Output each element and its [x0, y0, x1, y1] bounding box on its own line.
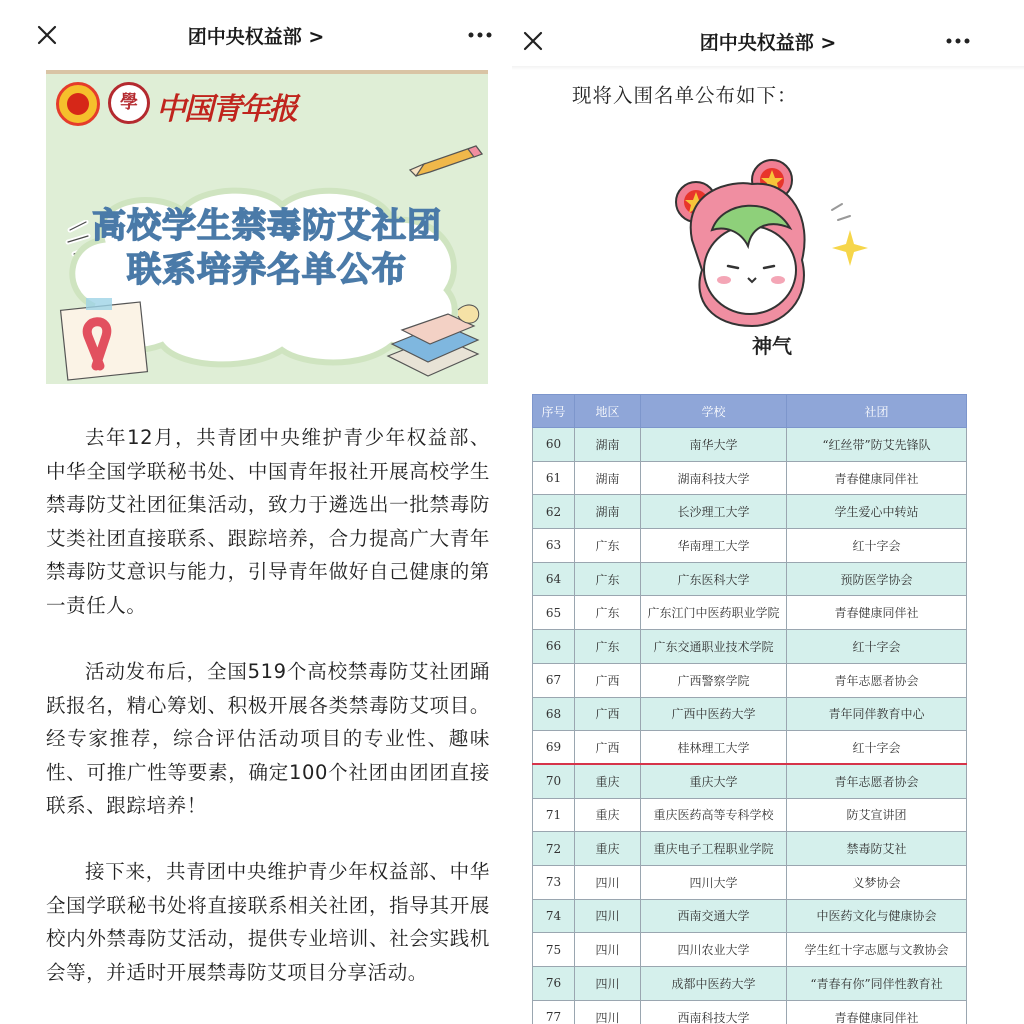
cell-club: 义梦协会 — [787, 865, 967, 899]
table-row — [533, 697, 967, 731]
cell-school: 南华大学 — [641, 428, 787, 462]
article-cover-image — [46, 70, 488, 384]
cell-number: 74 — [533, 899, 575, 933]
cell-club: 中医药文化与健康协会 — [787, 899, 967, 933]
cell-number: 76 — [533, 967, 575, 1001]
cell-region: 广东 — [575, 630, 641, 664]
more-icon — [468, 32, 492, 38]
cell-region: 四川 — [575, 899, 641, 933]
banner-strip — [46, 70, 488, 74]
article-paragraph-3 — [46, 855, 490, 989]
cell-region: 湖南 — [575, 495, 641, 529]
table-row — [533, 764, 967, 798]
cell-club: 预防医学协会 — [787, 562, 967, 596]
cell-number: 60 — [533, 428, 575, 462]
cell-club: 红十字会 — [787, 731, 967, 765]
cell-school: 四川大学 — [641, 865, 787, 899]
shortlist-table — [532, 394, 967, 1024]
table-row — [533, 562, 967, 596]
article-paragraph-1 — [46, 421, 490, 623]
table-row — [533, 933, 967, 967]
cell-school: 重庆电子工程职业学院 — [641, 832, 787, 866]
cell-school: 四川农业大学 — [641, 933, 787, 967]
cell-number: 64 — [533, 562, 575, 596]
cell-region: 四川 — [575, 933, 641, 967]
cell-club: 青年志愿者协会 — [787, 663, 967, 697]
cell-school: 华南理工大学 — [641, 529, 787, 563]
cell-club: 青年同伴教育中心 — [787, 697, 967, 731]
cell-club: 红十字会 — [787, 529, 967, 563]
cell-club: 学生红十字志愿与文教协会 — [787, 933, 967, 967]
cell-school: 广西警察学院 — [641, 663, 787, 697]
more-icon — [946, 38, 970, 44]
cell-number: 71 — [533, 798, 575, 832]
account-name-link[interactable]: 团中央权益部 > — [699, 32, 837, 54]
table-row — [533, 832, 967, 866]
cell-club: 禁毒防艾社 — [787, 832, 967, 866]
cell-school: 成都中医药大学 — [641, 967, 787, 1001]
cell-club: 防艾宣讲团 — [787, 798, 967, 832]
cell-region: 湖南 — [575, 461, 641, 495]
student-federation-logo: 學 — [108, 82, 150, 124]
cell-club: “青春有你”同伴性教育社 — [787, 967, 967, 1001]
paragraph-text: 活动发布后，全国519个高校禁毒防艾社团踊跃报名，精心筹划、积极开展各类禁毒防艾项目。经专家推荐，综合评估活动项目的专业性、趣味性、可推广性等要素，确定100个社团由团团直接联系、跟踪培养！ — [46, 660, 490, 818]
more-options-button[interactable] — [462, 20, 498, 50]
cell-number: 77 — [533, 1000, 575, 1024]
cell-school: 西南科技大学 — [641, 1000, 787, 1024]
communist-youth-league-logo — [56, 82, 100, 126]
table-row — [533, 461, 967, 495]
column-header-number: 序号 — [533, 395, 575, 428]
cell-region: 广东 — [575, 529, 641, 563]
cell-region: 广西 — [575, 663, 641, 697]
cell-school: 湖南科技大学 — [641, 461, 787, 495]
mascot-sticker — [662, 150, 882, 370]
cell-club: 青春健康同伴社 — [787, 461, 967, 495]
cell-region: 广东 — [575, 596, 641, 630]
cell-club: “红丝带”防艾先锋队 — [787, 428, 967, 462]
paragraph-text: 接下来，共青团中央维护青少年权益部、中华全国学联秘书处将直接联系相关社团，指导其开展校内外禁毒防艾活动，提供专业培训、社会实践机会等，并适时开展禁毒防艾项目分享活动。 — [46, 860, 490, 984]
cell-number: 69 — [533, 731, 575, 765]
article-paragraph-2 — [46, 655, 490, 823]
cell-school: 广西中医药大学 — [641, 697, 787, 731]
top-bar — [0, 0, 512, 70]
table-row — [533, 731, 967, 765]
cell-school: 广东江门中医药职业学院 — [641, 596, 787, 630]
cell-club: 青春健康同伴社 — [787, 1000, 967, 1024]
more-options-button[interactable] — [940, 26, 976, 56]
cell-school: 重庆大学 — [641, 764, 787, 798]
table-header-row — [533, 395, 967, 428]
right-article-screen — [512, 0, 1024, 1024]
cell-number: 62 — [533, 495, 575, 529]
cell-number: 70 — [533, 764, 575, 798]
column-header-club: 社团 — [787, 395, 967, 428]
red-ribbon-icon — [56, 296, 156, 382]
cell-region: 重庆 — [575, 764, 641, 798]
table-row — [533, 798, 967, 832]
cell-club: 青年志愿者协会 — [787, 764, 967, 798]
cell-school: 西南交通大学 — [641, 899, 787, 933]
banner-title-line-1: 高校学生禁毒防艾社团 — [92, 206, 442, 246]
books-icon — [378, 296, 488, 384]
cell-number: 63 — [533, 529, 575, 563]
cell-school: 广东医科大学 — [641, 562, 787, 596]
cell-region: 四川 — [575, 1000, 641, 1024]
cell-region: 重庆 — [575, 832, 641, 866]
table-row — [533, 529, 967, 563]
intro-text: 现将入围名单公布如下： — [572, 84, 798, 107]
cell-club: 红十字会 — [787, 630, 967, 664]
cell-number: 72 — [533, 832, 575, 866]
cell-school: 重庆医药高等专科学校 — [641, 798, 787, 832]
paragraph-text: 去年12月，共青团中央维护青少年权益部、中华全国学联秘书处、中国青年报社开展高校学生禁毒防艾社团征集活动，致力于遴选出一批禁毒防艾类社团直接联系、跟踪培养，合力提高广大青年禁毒防艾意识与能力，引导青年做好自己健康的第一责任人。 — [46, 426, 490, 617]
cell-number: 65 — [533, 596, 575, 630]
cell-region: 广西 — [575, 697, 641, 731]
mascot-icon — [662, 150, 882, 330]
cell-region: 广东 — [575, 562, 641, 596]
table-row — [533, 630, 967, 664]
china-youth-daily-logo: 中国青年报 — [156, 92, 296, 127]
cell-number: 66 — [533, 630, 575, 664]
table-row — [533, 596, 967, 630]
table-row — [533, 1000, 967, 1024]
cell-number: 73 — [533, 865, 575, 899]
cell-school: 广东交通职业技术学院 — [641, 630, 787, 664]
table-row — [533, 663, 967, 697]
cell-club: 学生爱心中转站 — [787, 495, 967, 529]
pencil-icon — [406, 140, 486, 180]
cell-region: 四川 — [575, 967, 641, 1001]
cell-number: 61 — [533, 461, 575, 495]
cell-region: 广西 — [575, 731, 641, 765]
cell-region: 湖南 — [575, 428, 641, 462]
table-row — [533, 428, 967, 462]
table-row — [533, 967, 967, 1001]
cell-region: 四川 — [575, 865, 641, 899]
top-bar-divider — [512, 66, 1024, 70]
column-header-region: 地区 — [575, 395, 641, 428]
sticker-caption: 神气 — [752, 334, 792, 358]
table-row — [533, 899, 967, 933]
banner-title-line-2: 联系培养名单公布 — [127, 250, 407, 290]
cell-region: 重庆 — [575, 798, 641, 832]
cell-club: 青春健康同伴社 — [787, 596, 967, 630]
cell-school: 长沙理工大学 — [641, 495, 787, 529]
table-row — [533, 865, 967, 899]
cell-school: 桂林理工大学 — [641, 731, 787, 765]
cell-number: 67 — [533, 663, 575, 697]
column-header-school: 学校 — [641, 395, 787, 428]
cell-number: 75 — [533, 933, 575, 967]
table-row — [533, 495, 967, 529]
account-name-link[interactable]: 团中央权益部 > — [187, 26, 325, 48]
top-bar — [512, 0, 1024, 70]
cell-number: 68 — [533, 697, 575, 731]
